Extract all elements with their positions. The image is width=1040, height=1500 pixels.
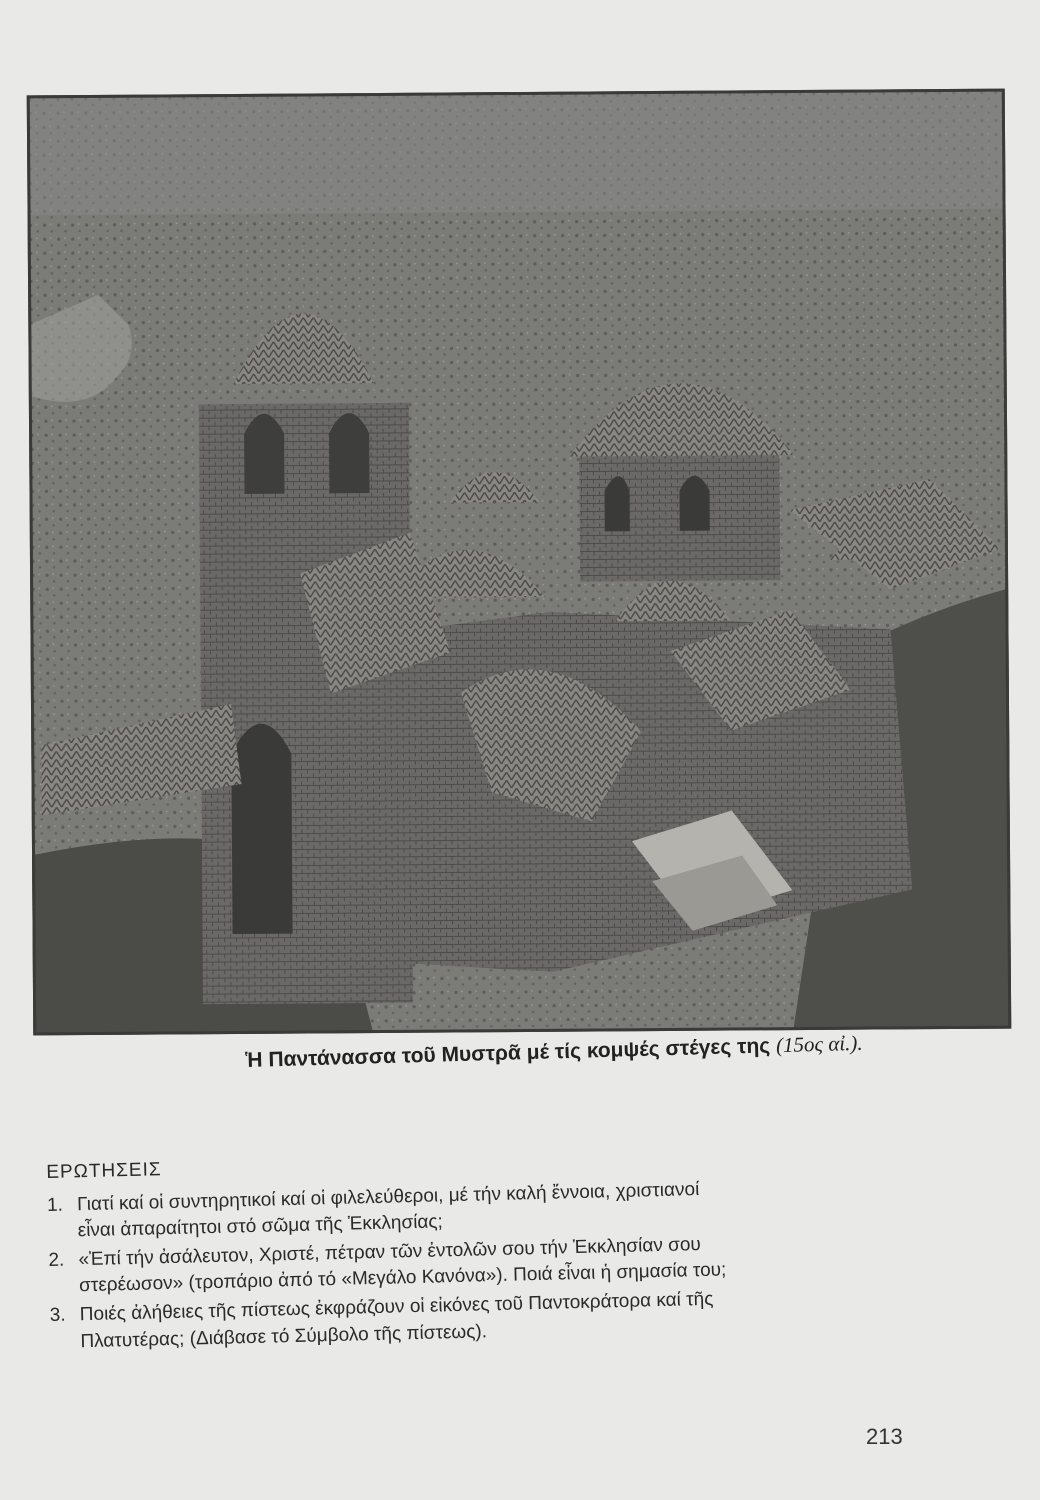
caption-text: Ἡ Παντάνασσα τοῦ Μυστρᾶ μέ τίς κομψές στέγες της [245,1034,771,1072]
question-line: στερέωσον» (τροπάριο ἀπό τό «Μεγάλο Κανόνα»). Ποιά εἶναι ἡ σημασία του; [78,1259,727,1297]
page-number: 213 [866,1424,903,1449]
question-line: εἶναι ἀπαραίτητοι στό σῶμα τῆς Ἐκκλησίας; [77,1211,444,1242]
questions-list [47,1171,921,1356]
caption-date: (15ος αἰ.). [775,1030,863,1058]
question-line: «Ἐπί τήν ἀσάλευτον, Χριστέ, πέτραν τῶν ἐντολῶν σου τήν Ἐκκλησίαν σου [78,1233,702,1271]
question-number: 2. [48,1249,65,1271]
question-line: Ποιές ἀλήθειες τῆς πίστεως ἐκφράζουν οἱ εἰκόνες τοῦ Παντοκράτορα καί τῆς [79,1288,714,1326]
questions-section [46,1139,921,1358]
question-line: Πλατυτέρας; (Διάβασε τό Σύμβολο τῆς πίστεως). [80,1320,488,1352]
question-line: Γιατί καί οἱ συντηρητικοί καί οἱ φιλελεύθεροι, μέ τήν καλή ἔννοια, χριστιανοί [76,1178,700,1215]
question-number: 1. [46,1194,64,1216]
questions-heading: ΕΡΩΤΗΣΕΙΣ [46,1159,162,1183]
church-photo [27,89,1012,1036]
question-number: 3. [49,1304,66,1326]
photo-caption [245,1031,865,1073]
